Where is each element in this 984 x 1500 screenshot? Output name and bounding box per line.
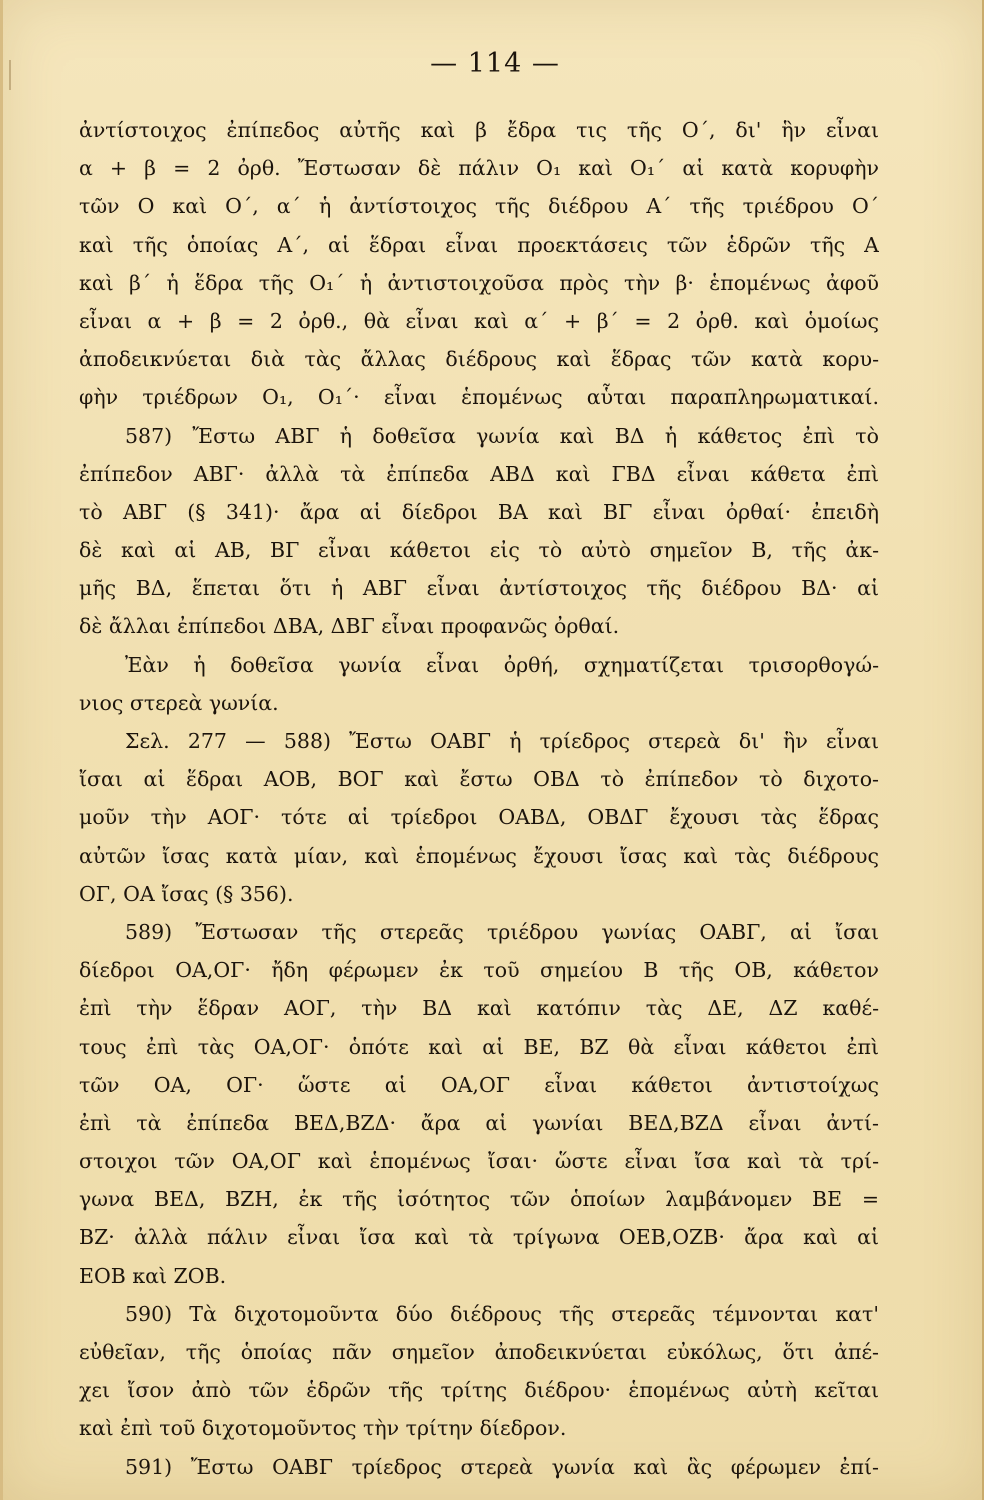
body-text [79, 111, 879, 1486]
text-line: 587) Ἔστω ΑΒΓ ἡ δοθεῖσα γωνία καὶ ΒΔ ἡ κάθετος ἐπὶ τὸ [125, 423, 879, 448]
text-line: δὲ ἄλλαι ἐπίπεδοι ΔΒΑ, ΔΒΓ εἶναι προφανῶς ὀρθαί. [79, 614, 620, 639]
text-line: γωνα ΒΕΔ, ΒΖΗ, ἐκ τῆς ἰσότητος τῶν ὁποίων λαμβάνομεν ΒΕ = [79, 1187, 879, 1212]
text-line: 591) Ἔστω ΟΑΒΓ τρίεδρος στερεὰ γωνία καὶ ἃς φέρωμεν ἐπί- [125, 1454, 879, 1479]
text-line: 589) Ἔστωσαν τῆς στερεᾶς τριέδρου γωνίας ΟΑΒΓ, αἱ ἴσαι [125, 919, 879, 944]
text-line: ἴσαι αἱ ἕδραι ΑΟΒ, ΒΟΓ καὶ ἔστω ΟΒΔ τὸ ἐπίπεδον τὸ διχοτο- [79, 767, 879, 792]
text-line: καὶ τῆς ὁποίας Α΄, αἱ ἕδραι εἶναι προεκτάσεις τῶν ἑδρῶν τῆς Α [79, 232, 879, 257]
text-line: α + β = 2 ὀρθ. Ἔστωσαν δὲ πάλιν Ο₁ καὶ Ο₁΄ αἱ κατὰ κορυφὴν [79, 156, 879, 181]
text-line: τῶν Ο καὶ Ο΄, α΄ ἡ ἀντίστοιχος τῆς διέδρου Α΄ τῆς τριέδρου Ο΄ [79, 194, 879, 219]
text-line: αὐτῶν ἴσας κατὰ μίαν, καὶ ἑπομένως ἔχουσι ἴσας καὶ τὰς διέδρους [79, 843, 879, 868]
text-line: μοῦν τὴν ΑΟΓ· τότε αἱ τρίεδροι ΟΑΒΔ, ΟΒΔΓ ἔχουσι τὰς ἕδρας [79, 805, 879, 830]
text-line: μῆς ΒΔ, ἕπεται ὅτι ἡ ΑΒΓ εἶναι ἀντίστοιχος τῆς διέδρου ΒΔ· αἱ [79, 576, 879, 601]
text-line: δίεδροι ΟΑ,ΟΓ· ἤδη φέρωμεν ἐκ τοῦ σημείου Β τῆς ΟΒ, κάθετον [79, 958, 879, 983]
text-line: ἐπὶ τὴν ἕδραν ΑΟΓ, τὴν ΒΔ καὶ κατόπιν τὰς ΔΕ, ΔΖ καθέ- [79, 996, 879, 1021]
text-line: ἐπὶ τὰ ἐπίπεδα ΒΕΔ,ΒΖΔ· ἄρα αἱ γωνίαι ΒΕΔ,ΒΖΔ εἶναι ἀντί- [79, 1110, 879, 1135]
text-line: τὸ ΑΒΓ (§ 341)· ἄρα αἱ δίεδροι ΒΑ καὶ ΒΓ εἶναι ὀρθαί· ἐπειδὴ [79, 499, 879, 524]
text-line: 590) Τὰ διχοτομοῦντα δύο διέδρους τῆς στερεᾶς τέμνονται κατ' [125, 1301, 879, 1326]
text-line: νιος στερεὰ γωνία. [79, 690, 279, 715]
text-line: ἀντίστοιχος ἐπίπεδος αὐτῆς καὶ β ἔδρα τις τῆς Ο΄, δι' ἣν εἶναι [79, 118, 879, 142]
text-line: καὶ β΄ ἡ ἕδρα τῆς Ο₁΄ ἡ ἀντιστοιχοῦσα πρὸς τὴν β· ἑπομένως ἀφοῦ [79, 270, 879, 295]
text-line: Σελ. 277 — 588) Ἔστω ΟΑΒΓ ἡ τρίεδρος στερεὰ δι' ἣν εἶναι [125, 729, 879, 753]
text-line: καὶ ἐπὶ τοῦ διχοτομοῦντος τὴν τρίτην δίεδρον. [79, 1416, 567, 1441]
text-line: ἀποδεικνύεται διὰ τὰς ἄλλας διέδρους καὶ ἕδρας τῶν κατὰ κορυ- [79, 347, 879, 372]
text-line: εὐθεῖαν, τῆς ὁποίας πᾶν σημεῖον ἀποδεικνύεται εὐκόλως, ὅτι ἀπέ- [79, 1340, 879, 1364]
text-line: ἐπίπεδον ΑΒΓ· ἀλλὰ τὰ ἐπίπεδα ΑΒΔ καὶ ΓΒΔ εἶναι κάθετα ἐπὶ [79, 461, 879, 486]
text-line: φὴν τριέδρων Ο₁, Ο₁΄· εἶναι ἑπομένως αὗται παραπληρωματικαί. [79, 385, 879, 410]
text-line: Ἐὰν ἡ δοθεῖσα γωνία εἶναι ὀρθή, σχηματίζεται τρισορθογώ- [125, 652, 879, 677]
text-line: εἶναι α + β = 2 ὀρθ., θὰ εἶναι καὶ α΄ + β΄ = 2 ὀρθ. καὶ ὁμοίως [79, 308, 879, 333]
text-line: ΟΓ, ΟΑ ἴσας (§ 356). [79, 881, 294, 906]
text-line: τῶν ΟΑ, ΟΓ· ὥστε αἱ ΟΑ,ΟΓ εἶναι κάθετοι ἀντιστοίχως [79, 1072, 879, 1097]
text-line: ΕΟΒ καὶ ΖΟΒ. [79, 1263, 227, 1288]
text-line: τους ἐπὶ τὰς ΟΑ,ΟΓ· ὁπότε καὶ αἱ ΒΕ, ΒΖ θὰ εἶναι κάθετοι ἐπὶ [79, 1034, 879, 1059]
text-line: στοιχοι τῶν ΟΑ,ΟΓ καὶ ἑπομένως ἴσαι· ὥστε εἶναι ἴσα καὶ τὰ τρί- [79, 1149, 879, 1174]
text-line: ΒΖ· ἀλλὰ πάλιν εἶναι ἴσα καὶ τὰ τρίγωνα ΟΕΒ,ΟΖΒ· ἄρα καὶ αἱ [79, 1225, 879, 1250]
text-line: χει ἴσον ἀπὸ τῶν ἑδρῶν τῆς τρίτης διέδρου· ἑπομένως αὐτὴ κεῖται [79, 1378, 879, 1403]
text-line: δὲ καὶ αἱ ΑΒ, ΒΓ εἶναι κάθετοι εἰς τὸ αὐτὸ σημεῖον Β, τῆς ἀκ- [79, 538, 879, 563]
page-number: — 114 — [430, 48, 560, 79]
